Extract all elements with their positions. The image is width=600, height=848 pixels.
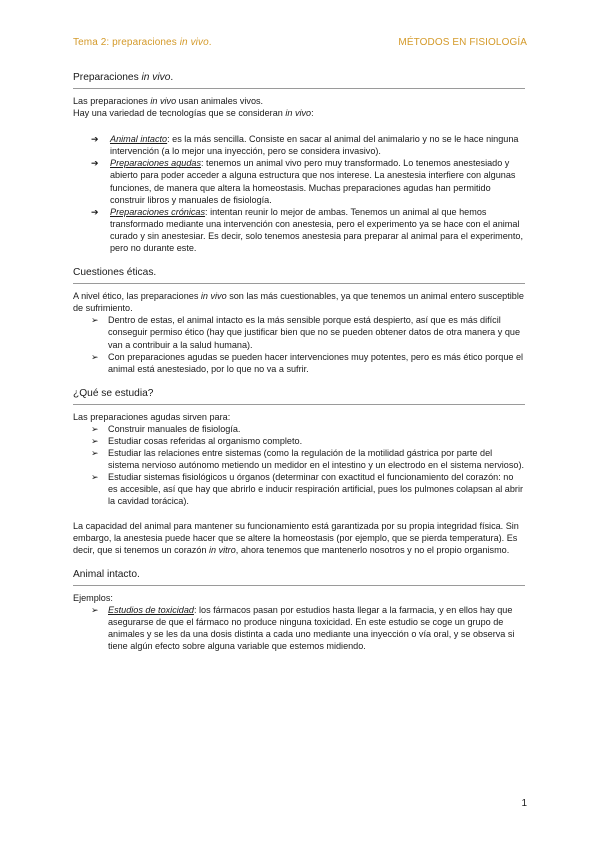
italic-text: in vivo	[200, 291, 227, 302]
header-course: MÉTODOS EN FISIOLOGÍA	[398, 37, 527, 48]
text: La capacidad del animal para mantener su funcionamiento está garantizada por su propia integridad física. Sin embargo, la anestesia puede hacer que se altere la homeostasis (por ejemplo, que se pierda temperatura). Es decir, que si tenemos un corazón	[73, 520, 519, 555]
examples-list	[73, 604, 525, 652]
text: usan animales vivos.	[176, 96, 264, 106]
item-text: : los fármacos pasan por estudios hasta llegar a la farmacia, y en ellos hay que asegurarse de que el fármaco no produce ninguna toxicidad. En este estudio se coge un grupo de animales y se les da una dosis distinta a cada uno mediante una inyección o vía oral, y se observa si tiene algún efecto sobre alguna variable que estemos midiendo.	[108, 604, 515, 652]
section-divider	[73, 88, 525, 89]
title-italic: in vivo	[141, 72, 171, 83]
italic-text: in vivo	[285, 108, 312, 119]
header-topic-italic: in vivo	[179, 37, 209, 48]
header-topic	[73, 37, 212, 48]
technology-list	[73, 133, 525, 254]
term-link: Animal intacto	[110, 134, 168, 145]
document-body	[73, 71, 525, 652]
section-divider	[73, 585, 525, 586]
header-topic-suffix: .	[208, 37, 212, 48]
ethics-list	[73, 314, 525, 374]
text: A nivel ético, las preparaciones	[73, 291, 201, 302]
section-divider	[73, 404, 525, 405]
paragraph	[73, 520, 525, 556]
list-item: ➢ Estudiar las relaciones entre sistemas (como la regulación de la motilidad gástrica por parte del sistema nervioso autónomo metiendo un medidor en el intestino y un electrodo en el sistema nervioso).	[73, 447, 525, 471]
paragraph: Las preparaciones agudas sirven para:	[73, 411, 231, 422]
term-link: Preparaciones crónicas	[110, 206, 206, 217]
text: :	[311, 108, 314, 119]
title-suffix: .	[170, 72, 174, 83]
text: Hay una variedad de tecnologías que se consideran	[73, 108, 286, 119]
section-title-preparaciones	[73, 71, 525, 84]
list-item	[73, 206, 525, 254]
list-item: ➢ Dentro de estas, el animal intacto es la más sensible porque está despierto, así que es más difícil conseguir permiso ético (hay que justificar bien que no se pueden obtener datos de otra manera y que van a contribuir a la salud humana).	[73, 314, 525, 350]
section-divider	[73, 283, 525, 284]
list-item	[73, 157, 525, 205]
section-title-estudia: ¿Qué se estudia?	[73, 387, 154, 399]
list-item: ➢ Con preparaciones agudas se pueden hacer intervenciones muy potentes, pero es más ético porque el animal está anestesiado, por lo que no va a sufrir.	[73, 351, 525, 375]
title-prefix: Preparaciones	[73, 72, 142, 83]
text: son las más cuestionables, ya que tenemos un animal entero susceptible de sufrimiento.	[73, 291, 524, 314]
list-item	[73, 133, 525, 157]
item-text: : tenemos un animal vivo pero muy transformado. Lo tenemos anestesiado y abierto para poder acceder a alguna estructura que nos interese. La anestesia interfiere con algunas funciones, de manera que altera la homeostasis. Muchas preparaciones agudas han permitido construir libros y manuales de fisiología.	[110, 158, 516, 205]
term-link: Preparaciones agudas	[110, 158, 201, 169]
section-title-etica: Cuestiones éticas.	[73, 267, 157, 279]
list-item	[73, 604, 525, 652]
paragraph: Ejemplos:	[73, 592, 113, 603]
paragraph	[73, 95, 525, 107]
list-item: ➢ Construir manuales de fisiología.	[73, 423, 525, 435]
paragraph	[73, 290, 525, 314]
uses-list	[73, 423, 525, 508]
list-item: ➢ Estudiar cosas referidas al organismo completo.	[73, 435, 525, 447]
section-title-animal-intacto: Animal intacto.	[73, 568, 140, 580]
italic-text: in vivo	[150, 96, 177, 106]
header-topic-prefix: Tema 2: preparaciones	[73, 37, 180, 48]
text: , ahora tenemos que mantenerlo nosotros y no el propio organismo.	[235, 544, 510, 555]
page-number: 1	[521, 798, 527, 809]
paragraph	[73, 107, 525, 119]
item-text: : intentan reunir lo mejor de ambas. Tenemos un animal al que hemos transformado mediante una intervención con anestesia, pero el experimento ya se hace con el animal curado y sin anestesiar. Es decir, solo tenemos anestesia para preparar al animal para el experimento, pero no durante este.	[110, 206, 523, 254]
text: Las preparaciones	[73, 96, 151, 106]
italic-text: in vitro	[208, 544, 236, 555]
list-item: ➢ Estudiar sistemas fisiológicos u órganos (determinar con exactitud el funcionamiento del corazón: no es accesible, así que hay que abrirlo e inducir respiración artificial, pues los pulmones colapsan al abrir la cavidad torácica).	[73, 471, 525, 507]
item-text: : es la más sencilla. Consiste en sacar al animal del animalario y no se le hace ninguna intervención (a lo mejor una inyección, pero se considera invasivo).	[110, 134, 519, 157]
term-link: Estudios de toxicidad	[108, 604, 194, 615]
